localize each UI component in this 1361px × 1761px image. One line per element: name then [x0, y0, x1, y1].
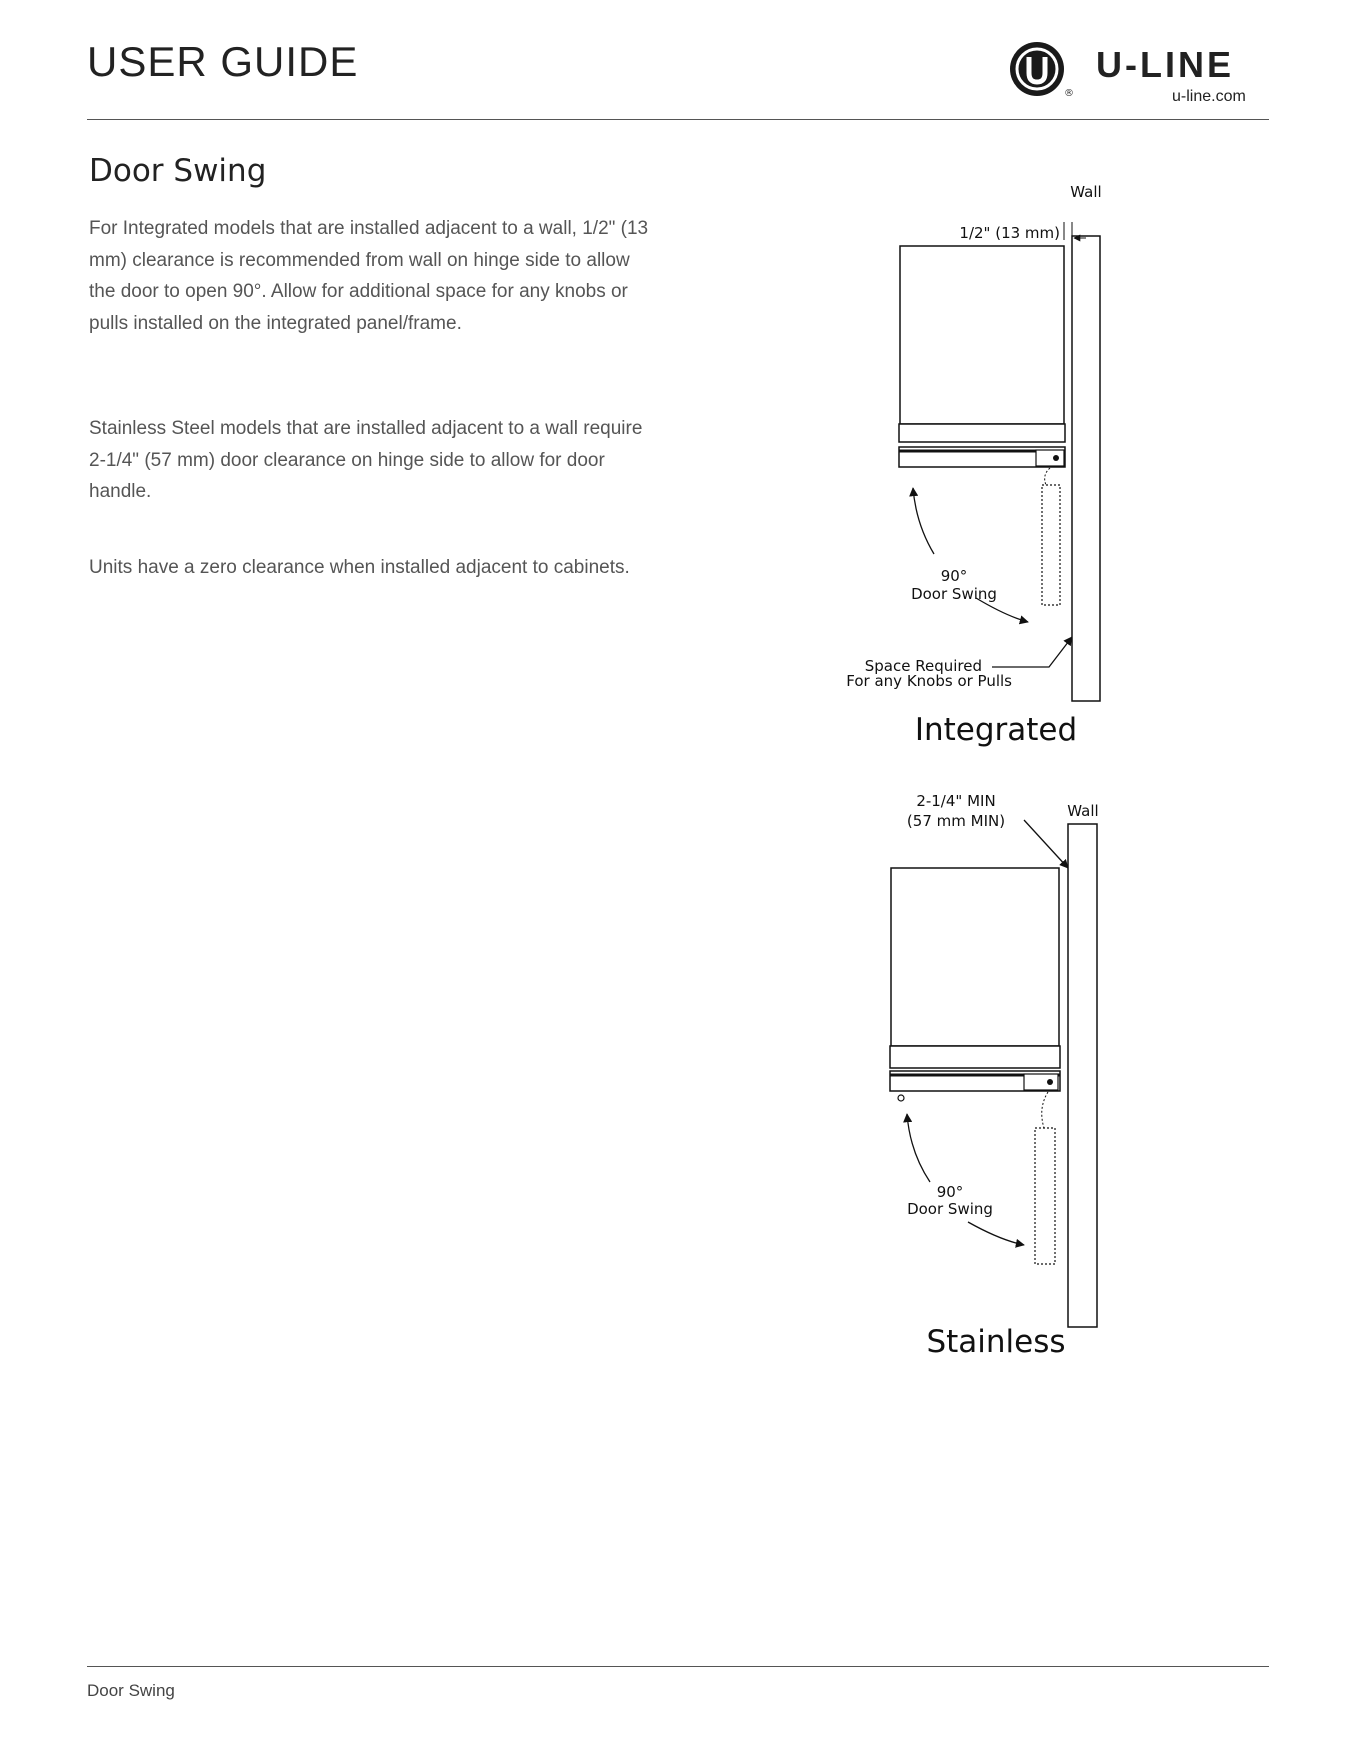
integrated-caption: Integrated — [914, 712, 1078, 748]
clearance-label: 1/2" (13 mm) — [959, 224, 1060, 242]
clearance-label-2: (57 mm MIN) — [906, 812, 1006, 830]
header-divider — [87, 119, 1269, 120]
integrated-diagram — [810, 170, 1130, 770]
registered-mark: ® — [1064, 88, 1074, 99]
stainless-caption: Stainless — [926, 1324, 1066, 1360]
swing-label: Door Swing — [907, 1200, 993, 1218]
swing-angle-label: 90° — [940, 567, 968, 585]
wall-label: Wall — [1070, 183, 1102, 201]
brand-url: u-line.com — [1172, 88, 1246, 105]
knobs-pulls-label: For any Knobs or Pulls — [846, 672, 1012, 690]
wall-rect — [1072, 236, 1100, 701]
paragraph-cabinets: Units have a zero clearance when installed adjacent to cabinets. — [89, 557, 630, 578]
footer-divider — [87, 1666, 1269, 1667]
swing-angle-label: 90° — [936, 1183, 964, 1201]
u-line-logo-icon — [1008, 38, 1068, 102]
swing-label: Door Swing — [911, 585, 997, 603]
clearance-label-1: 2-1/4" MIN — [916, 792, 996, 810]
paragraph-integrated: For Integrated models that are installed adjacent to a wall, 1/2" (13 mm) clearance is recommended from wall on hinge side to allow the door to open 90°. Allow for additional space for any knobs or pulls installed on the integrated panel/frame. — [89, 218, 649, 334]
section-title: Door Swing — [89, 153, 267, 189]
stainless-diagram — [810, 780, 1130, 1380]
space-required-label: Space Required — [864, 657, 982, 675]
brand-wordmark: U-LINE — [1096, 44, 1234, 85]
paragraph-stainless: Stainless Steel models that are installed adjacent to a wall require 2-1/4" (57 mm) door clearance on hinge side to allow for door handle. — [89, 418, 643, 502]
wall-label: Wall — [1067, 802, 1099, 820]
page-header-title: USER GUIDE — [87, 38, 359, 85]
footer-label: Door Swing — [87, 1681, 175, 1700]
